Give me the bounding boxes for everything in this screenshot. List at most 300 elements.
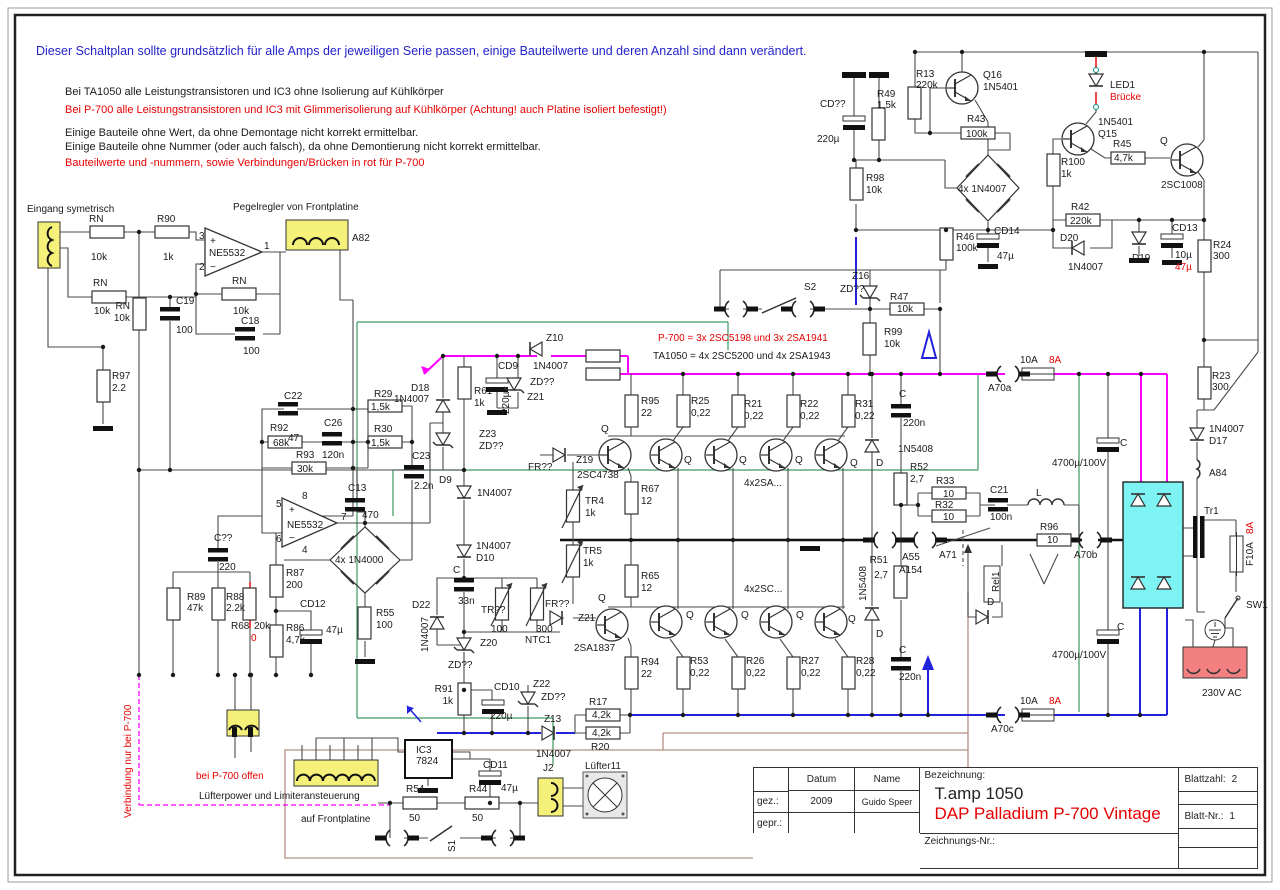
label-z19: Z19 [576,455,594,466]
label-rn2-v: 10k [94,306,111,317]
label-rel1: Rel1 [991,571,1002,592]
label-z21c: Z21 [578,613,596,624]
label-r52: R52 [910,462,929,473]
label-r24-v: 300 [1213,251,1230,262]
label-d18: D18 [411,383,430,394]
label-d9-v: 1N4007 [477,488,513,499]
gez-name-cell [854,790,920,813]
label-s1: S1 [447,839,458,852]
label-c-top-v: 220n [903,418,926,429]
label-qb4: Q [848,614,856,625]
amp-title-p700: DAP Palladium P-700 Vintage [934,804,1161,823]
label-pin8: 8 [302,491,308,502]
label-r100: R100 [1061,157,1085,168]
label-r31-v: 0,22 [855,411,875,422]
label-r97: R97 [112,371,131,382]
label-d-top: D [876,458,884,469]
label-r46-v: 100k [956,243,978,254]
label-cd13-r: 47µ [1175,262,1192,273]
label-z22-v: ZD?? [541,692,566,703]
label-c23-v: 2.2n [414,481,434,492]
label-c-ps2-v: 4700µ/100V [1052,650,1107,661]
label-q4738: 2SC4738 [577,470,619,481]
label-led1: LED1 [1110,80,1136,91]
label-rn3-v: 10k [113,313,130,324]
label-r97-v: 2.2 [112,383,126,394]
label-r55-v: 100 [376,620,393,631]
label-ntc1: NTC1 [525,635,552,646]
label-r96: R96 [1040,522,1059,533]
label-c-ps1-v: 4700µ/100V [1052,458,1107,469]
mains-lamp [1205,620,1225,640]
label-r98-v: 10k [866,185,883,196]
label-c33-v: 33n [458,596,475,607]
gez-name: Guido Speer [861,796,913,807]
gez-label-cell [753,790,789,813]
blattnr-label: Blatt-Nr.: [1184,811,1224,822]
blattzahl-value: 2 [1231,774,1238,785]
label-f10a: F10A [1245,542,1256,566]
label-r32: R32 [935,500,954,511]
label-r94: R94 [641,657,660,668]
label-r25: R25 [691,396,710,407]
label-tr9: TR?? [481,605,506,616]
label-r51: R51 [869,555,888,566]
label-d-rel: D [987,597,995,608]
label-qb3: Q [796,610,804,621]
gepr-label: gepr.: [757,817,783,829]
label-r68-k: 20k [254,621,271,632]
label-minus1: − [210,262,216,273]
label-z20: Z20 [480,638,498,649]
label-r47: R47 [890,292,909,303]
empty-corner-cell [753,767,789,792]
label-r49-v: 1,5k [877,100,896,111]
label-pegelregler-title: Pegelregler von Frontplatine [233,202,359,213]
label-r25-v: 0,22 [691,408,711,419]
gepr-name-cell [854,812,920,835]
label-c22-v: 47 [288,433,300,444]
note-p700: Bei P-700 alle Leistungstransistoren und IC3 mit Glimmerisolierung auf Kühlkörper (Achtung! auch Platine isoliert befestigt!) [65,104,667,116]
connector-a70b [1068,532,1112,548]
note-rot: Bauteilwerte und -nummern, sowie Verbindungen/Brücken in rot für P-700 [65,157,425,169]
label-r65-v: 12 [641,583,653,594]
label-pin4: 4 [302,545,308,556]
label-qb1: Q [686,610,694,621]
label-l1: L [1036,488,1042,499]
label-d17: D17 [1209,436,1228,447]
opamps [205,228,337,547]
label-c23: C23 [412,451,431,462]
label-r22: R22 [800,399,819,410]
gepr-label-cell [753,812,789,835]
label-r33: R33 [936,476,955,487]
label-rn1: RN [89,214,104,225]
led-pad-top [1094,68,1099,73]
label-r51-v: 2,7 [874,570,888,581]
label-c-bot: C [899,645,907,656]
label-pin2: 2 [199,262,205,273]
bridge-rectifier-box [1123,482,1183,608]
label-z20-v: ZD?? [448,660,473,671]
label-pin1: 1 [264,241,270,252]
label-cd10-v: 220µ [490,711,513,722]
label-r29: R29 [374,389,393,400]
label-r17: R17 [589,697,608,708]
label-r21: R21 [744,399,763,410]
label-pin6: 6 [276,534,282,545]
label-cd10: CD10 [494,682,520,693]
connector-s1-r [481,830,525,846]
label-r42-v: 220k [1070,216,1092,227]
label-r47-v: 10k [897,304,914,315]
label-minus2: − [289,533,295,544]
label-r24: R24 [1213,240,1232,251]
label-r90-v: 1k [163,252,174,263]
blattzahl-label: Blattzahl: [1184,774,1226,785]
label-d20-v: 1N4007 [1068,262,1104,273]
label-bridge2: 4x 1N4000 [335,555,384,566]
label-n5408-top: 1N5408 [898,444,934,455]
switch-s1 [430,826,452,841]
schematic-labels [27,69,1268,852]
label-r27-v: 0,22 [801,668,821,679]
label-r44: R44 [469,784,488,795]
connector-s2-l [714,301,758,317]
label-d-bot: D [876,629,884,640]
label-qb2: Q [741,610,749,621]
label-z13-v: 1N4007 [536,749,572,760]
gez-label: gez.: [757,796,779,807]
name-header-cell [854,767,920,792]
blatt-spacer2 [1178,828,1259,849]
label-plus2: + [289,505,295,516]
label-d9: D9 [439,475,452,486]
label-cdq-v: 220µ [817,134,840,145]
label-r29-v: 1,5k [371,402,390,413]
label-tr9-v: 100 [491,624,508,635]
label-r28-v: 0,22 [856,668,876,679]
label-a70c: A70c [991,724,1014,735]
label-d22-v: 1N4007 [420,616,431,652]
label-cd12: CD12 [300,599,326,610]
label-auffront: auf Frontplatine [301,814,371,825]
label-r98: R98 [866,173,885,184]
label-d10a: 1N4007 [476,541,512,552]
label-z21b: Z21 [527,392,545,403]
coil-l [1028,499,1064,505]
label-cd9-v: 220µ [501,391,512,414]
label-r28: R28 [856,656,875,667]
transformer-tr1 [1193,516,1205,558]
label-q16: Q16 [983,70,1002,81]
label-r45-v: 4,7k [1114,153,1133,164]
label-c22: C22 [284,391,303,402]
label-eingang-title: Eingang symetrisch [27,204,115,215]
label-r89-v: 47k [187,603,204,614]
label-qt1: Q [684,455,692,466]
label-rn2: RN [93,278,108,289]
label-r99: R99 [884,327,903,338]
label-r17-v: 4,2k [592,710,611,721]
label-a70b: A70b [1074,550,1098,561]
zeichnungs-label: Zeichnungs-Nr.: [924,836,996,847]
label-qd1: Q [601,424,609,435]
p700-jumper-connector [227,710,259,737]
label-r91-v: 1k [442,696,453,707]
label-r55: R55 [376,608,395,619]
label-r93: R93 [296,450,315,461]
label-q-1008: Q [1160,136,1168,147]
label-r20-v: 4,2k [592,728,611,739]
label-r13: R13 [916,69,935,80]
label-c26: C26 [324,418,343,429]
label-c-ps2: C [1117,622,1125,633]
label-z16: Z16 [852,271,870,282]
label-r94-v: 22 [641,669,653,680]
label-fr1: FR?? [528,462,553,473]
label-r91: R91 [434,684,453,695]
label-ta1050-line: TA1050 = 4x 2SC5200 und 4x 2SA1943 [653,351,831,362]
label-j2: J2 [543,763,554,774]
label-r92: R92 [270,423,289,434]
label-q15a: 1N5401 [1098,117,1134,128]
label-r90: R90 [157,214,176,225]
label-tr5-v: 1k [583,558,594,569]
label-a70a-r: 8A [1049,355,1062,366]
label-a84: A84 [1209,468,1227,479]
label-a154: A154 [899,565,923,576]
label-v230: 230V AC [1202,688,1242,699]
label-r87: R87 [286,568,305,579]
label-rn3: RN [115,301,130,312]
label-a70a-i: 10A [1020,355,1038,366]
label-f10a-r: 8A [1245,521,1256,534]
frontplate-connector [294,760,378,786]
label-z23: Z23 [479,429,497,440]
label-qt4: Q [850,458,858,469]
label-cd14: CD14 [994,226,1020,237]
label-ne5532-1: NE5532 [209,248,246,259]
blattzahl-cell [1178,767,1259,792]
label-r31: R31 [855,399,874,410]
title-block [753,765,1258,869]
label-d22: D22 [412,600,431,611]
bezeichnung-cell [919,767,1179,835]
label-r30-v: 1,5k [371,438,390,449]
label-r13-v: 220k [916,80,938,91]
label-z16-v: ZD?? [840,284,865,295]
label-r22-v: 0,22 [800,411,820,422]
label-r21-v: 0,22 [744,411,764,422]
label-d20: D20 [1060,233,1079,244]
note-headline: Dieser Schaltplan sollte grundsätzlich für alle Amps der jeweiligen Serie passen, einige Bauteilwerte und deren Anzahl sind dann verändert. [36,44,807,58]
label-r93-v: 30k [297,464,314,475]
label-r61: R61 [474,386,493,397]
label-luefterpower: Lüfterpower und Limiteransteuerung [199,791,360,802]
label-tr1: Tr1 [1204,506,1219,517]
label-pin5: 5 [276,499,282,510]
label-n5408-bot: 1N5408 [858,565,869,601]
label-r87-v: 200 [286,580,303,591]
label-qd2: Q [598,593,606,604]
note-wert: Einige Bauteile ohne Wert, da ohne Demontage nicht korrekt ermittelbar. [65,127,419,139]
label-bridge1: 4x 1N4007 [958,184,1007,195]
label-cqq: C?? [214,533,233,544]
label-ic3-v: 7824 [416,756,439,767]
label-r86: R86 [286,623,305,634]
label-tr4: TR4 [585,496,604,507]
label-rn4: RN [232,276,247,287]
label-p700-offen: bei P-700 offen [196,771,264,782]
label-r44-v: 50 [472,813,484,824]
label-cd11: CD11 [483,760,508,771]
label-c-bot-v: 220n [899,672,922,683]
label-r33-v: 10 [943,489,955,500]
label-r65: R65 [641,571,660,582]
label-a71: A71 [939,550,957,561]
empty-bottom-cell [753,833,920,869]
label-z10: Z10 [546,333,564,344]
label-r49: R49 [877,89,896,100]
label-r54: R54 [406,784,425,795]
label-a82: A82 [352,233,370,244]
label-cd14-v: 47µ [997,251,1014,262]
label-plus1: + [210,236,216,247]
label-r92-v: 68k [273,438,290,449]
label-r53-v: 0,22 [690,668,710,679]
label-c26-v: 120n [322,450,345,461]
datum-header-cell [788,767,856,792]
label-r68-z: 0 [251,633,257,644]
label-r23-v: 300 [1212,382,1229,393]
a82-connector [286,220,348,250]
switch-sw1 [1225,598,1238,618]
label-d18-v: 1N4007 [394,394,430,405]
label-c18: C18 [241,316,260,327]
fan-luefter11 [583,772,627,818]
label-ne5532-2: NE5532 [287,520,324,531]
label-q16-v: 1N5401 [983,82,1019,93]
label-r67-v: 12 [641,496,653,507]
label-sw1: SW1 [1246,600,1268,611]
label-r42: R42 [1071,202,1090,213]
label-r46: R46 [956,232,975,243]
label-qt2: Q [739,455,747,466]
label-sc-row: 4x2SC... [744,584,783,595]
label-c19-v: 100 [176,325,193,336]
label-c33: C [453,565,461,576]
label-c-top: C [899,389,907,400]
coil-a84 [1197,460,1200,478]
label-cd13-v: 10µ [1175,250,1192,261]
label-r32-v: 10 [943,512,955,523]
label-r52-v: 2,7 [910,474,924,485]
connector-a71 [903,532,947,548]
label-c19: C19 [176,296,195,307]
label-z13: Z13 [544,714,562,725]
label-s2: S2 [804,282,817,293]
name-header: Name [873,773,901,785]
label-r96-v: 10 [1047,535,1059,546]
label-cdq: CD?? [820,99,846,110]
connector-s1-l [375,830,419,846]
label-cd9: CD9 [498,361,519,372]
label-r43: R43 [967,114,986,125]
label-z21a: ZD?? [530,377,555,388]
label-r27: R27 [801,656,820,667]
label-p700-line: P-700 = 3x 2SC5198 und 3x 2SA1941 [658,333,828,344]
blatt-spacer3 [1178,847,1259,869]
label-r45: R45 [1113,139,1132,150]
label-r88: R88 [226,592,245,603]
blattnr-cell [1178,804,1259,829]
label-qt3: Q [795,455,803,466]
label-r26-v: 0,22 [746,668,766,679]
label-pin3: 3 [199,231,205,242]
label-d10b: D10 [476,553,495,564]
label-c13: C13 [348,483,367,494]
zeichnungsnr-cell [919,833,1179,869]
label-r23: R23 [1212,371,1231,382]
label-verbindung: Verbindung nur bei P-700 [123,704,134,818]
label-a55: A55 [902,552,920,563]
label-z10-v: 1N4007 [533,361,569,372]
blattnr-value: 1 [1229,811,1235,822]
note-ta1050: Bei TA1050 alle Leistungstransistoren und IC3 ohne Isolierung auf Kühlkörper [65,86,444,98]
label-rn4-v: 10k [233,306,250,317]
label-pin7: 7 [341,512,347,523]
input-connector [38,222,60,268]
label-a70c-r: 8A [1049,696,1062,707]
gez-datum-cell [788,790,856,813]
gepr-datum-cell [788,812,856,835]
label-r20: R20 [591,742,610,753]
label-q1008: 2SC1008 [1161,180,1203,191]
label-a70a: A70a [988,383,1012,394]
amp-title: T.amp 1050 [934,784,1024,803]
label-r100-v: 1k [1061,169,1072,180]
label-r88-v: 2.2k [226,603,245,614]
label-c18-v: 100 [243,346,260,357]
label-r95: R95 [641,396,660,407]
bezeichnung-label: Bezeichnung: [924,770,986,781]
label-d19: D19 [1132,253,1151,264]
datum-header: Datum [806,773,837,785]
label-r67: R67 [641,484,660,495]
label-ic3: IC3 [416,745,432,756]
led-pad-bottom [1094,105,1099,110]
label-sa-row: 4x2SA... [744,478,782,489]
label-tr4-v: 1k [585,508,596,519]
gez-datum: 2009 [810,796,833,807]
label-r99-v: 10k [884,339,901,350]
label-r54-v: 50 [409,813,421,824]
label-r61-v: 1k [474,398,485,409]
label-tr5: TR5 [583,546,602,557]
label-led1-v: Brücke [1110,92,1142,103]
label-cqq-v: 220 [219,562,236,573]
connector-s2-r [781,301,825,317]
label-c-ps1: C [1120,438,1128,449]
label-r26: R26 [746,656,765,667]
label-r95-v: 22 [641,408,653,419]
label-a70c-i: 10A [1020,696,1038,707]
label-rn1-v: 10k [91,252,108,263]
label-q1837: 2SA1837 [574,643,616,654]
label-c13-v: 470 [362,510,379,521]
label-z23-v: ZD?? [479,441,504,452]
